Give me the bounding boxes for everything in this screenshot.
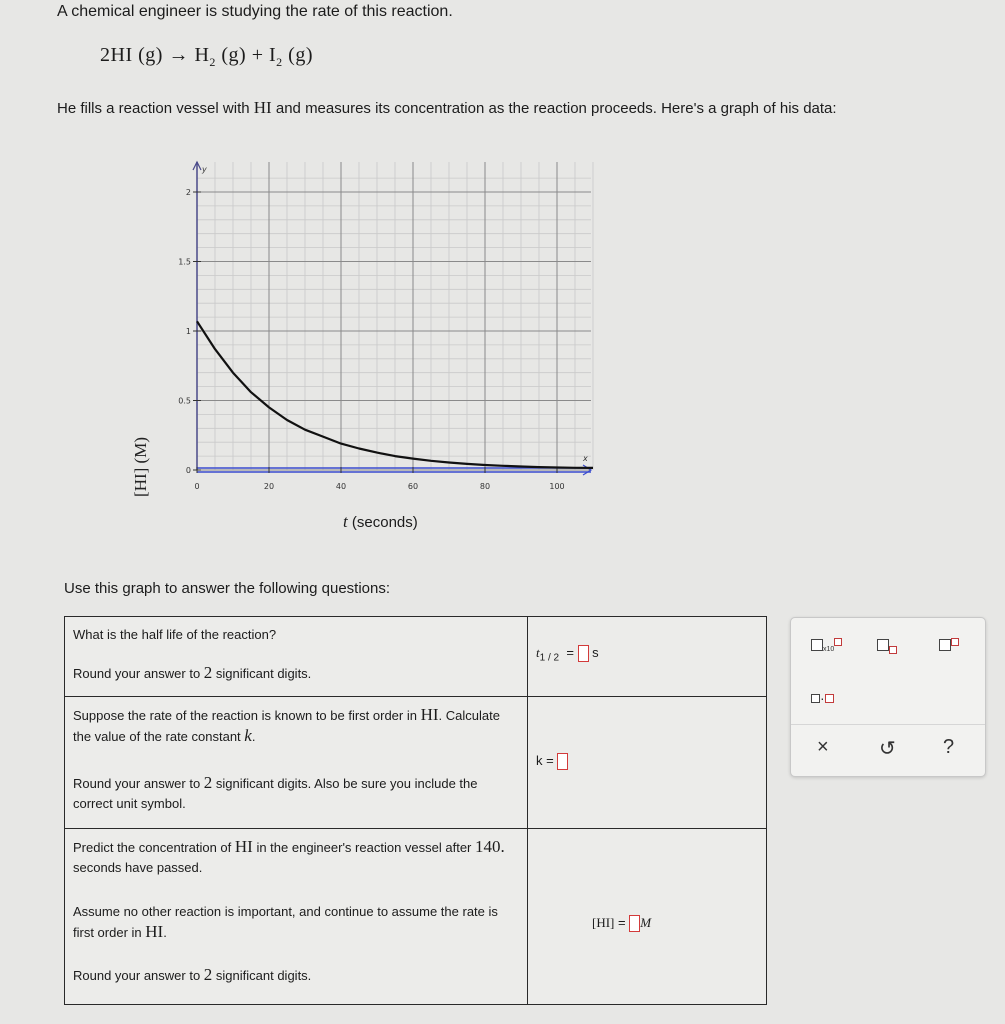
chart-grid <box>197 162 593 470</box>
x-axis-var: x <box>583 454 588 463</box>
reaction-arrow: → <box>168 44 189 66</box>
answer-cell-concentration: [HI] = M <box>528 829 767 1005</box>
question-table <box>64 616 767 1005</box>
x-tick-label: 80 <box>479 482 491 491</box>
x-axis-label: t (seconds) <box>343 512 418 531</box>
product-i2-state: (g) <box>288 44 313 66</box>
x-tick-label: 60 <box>407 482 419 491</box>
x-tick-label: 100 <box>549 482 565 491</box>
question-concentration: Predict the concentration of HI in the engineer's reaction vessel after 140. seconds have passed. Assume no other reaction is important, and continue to assume the rate is first order in HI. Round your answer to 2 significant digits. <box>65 829 528 1005</box>
subscript-button[interactable] <box>877 638 897 654</box>
y-tick-label: 2 <box>185 188 191 197</box>
help-icon[interactable]: ? <box>943 736 955 758</box>
question-row-concentration <box>65 829 767 1005</box>
product-i2: I <box>269 44 277 66</box>
y-tick-label: 1 <box>185 327 191 336</box>
reactant-state: (g) <box>138 44 163 66</box>
y-tick-label: 0.5 <box>178 396 191 406</box>
answer-tools-palette <box>790 617 986 777</box>
superscript-button[interactable] <box>939 638 959 654</box>
product-h2: H <box>194 44 210 66</box>
plus-sign: + <box>251 44 264 66</box>
species-hi: HI <box>253 98 272 117</box>
instruction-text: Use this graph to answer the following questions: <box>64 580 391 597</box>
palette-divider <box>791 724 985 725</box>
multiply-dot-button[interactable]: · <box>811 690 834 706</box>
reactant: 2HI <box>100 44 133 66</box>
answer-cell-rate-constant: k = <box>528 697 767 829</box>
y-axis-label: [HI] (M) <box>131 437 150 497</box>
concentration-input[interactable] <box>629 915 640 932</box>
scientific-notation-button[interactable]: x10 <box>811 638 842 654</box>
question-row-half-life <box>65 617 767 697</box>
undo-icon[interactable]: ↺ <box>879 738 896 760</box>
half-life-input[interactable] <box>578 645 589 662</box>
x-tick-label: 40 <box>335 482 347 491</box>
reaction-equation <box>100 44 313 70</box>
clear-icon[interactable]: × <box>817 736 829 758</box>
rate-constant-input[interactable] <box>557 753 568 770</box>
product-i2-subscript: 2 <box>276 55 283 69</box>
half-life-unit: s <box>592 645 599 660</box>
concentration-chart <box>0 150 620 510</box>
x-tick-label: 0 <box>194 482 200 491</box>
question-half-life: What is the half life of the reaction? Round your answer to 2 significant digits. <box>65 617 528 697</box>
question-row-rate-constant <box>65 697 767 829</box>
question-rate-constant: Suppose the rate of the reaction is known to be first order in HI. Calculate the value of the rate constant k. Round your answer to 2 significant digits. Also be sure you include the correct unit symbol. <box>65 697 528 829</box>
x-tick-label: 20 <box>263 482 275 491</box>
y-axis-var: y <box>202 165 207 174</box>
problem-intro: A chemical engineer is studying the rate of this reaction. <box>57 3 453 20</box>
y-tick-label: 0 <box>185 466 191 475</box>
problem-description: He fills a reaction vessel with HI and measures its concentration as the reaction proceeds. Here's a graph of his data: <box>57 98 837 117</box>
product-h2-state: (g) <box>221 44 247 66</box>
answer-cell-half-life: $t_{1 / 2} = s$ <box>528 617 767 697</box>
product-h2-subscript: 2 <box>209 55 216 69</box>
y-tick-label: 1.5 <box>178 257 191 267</box>
